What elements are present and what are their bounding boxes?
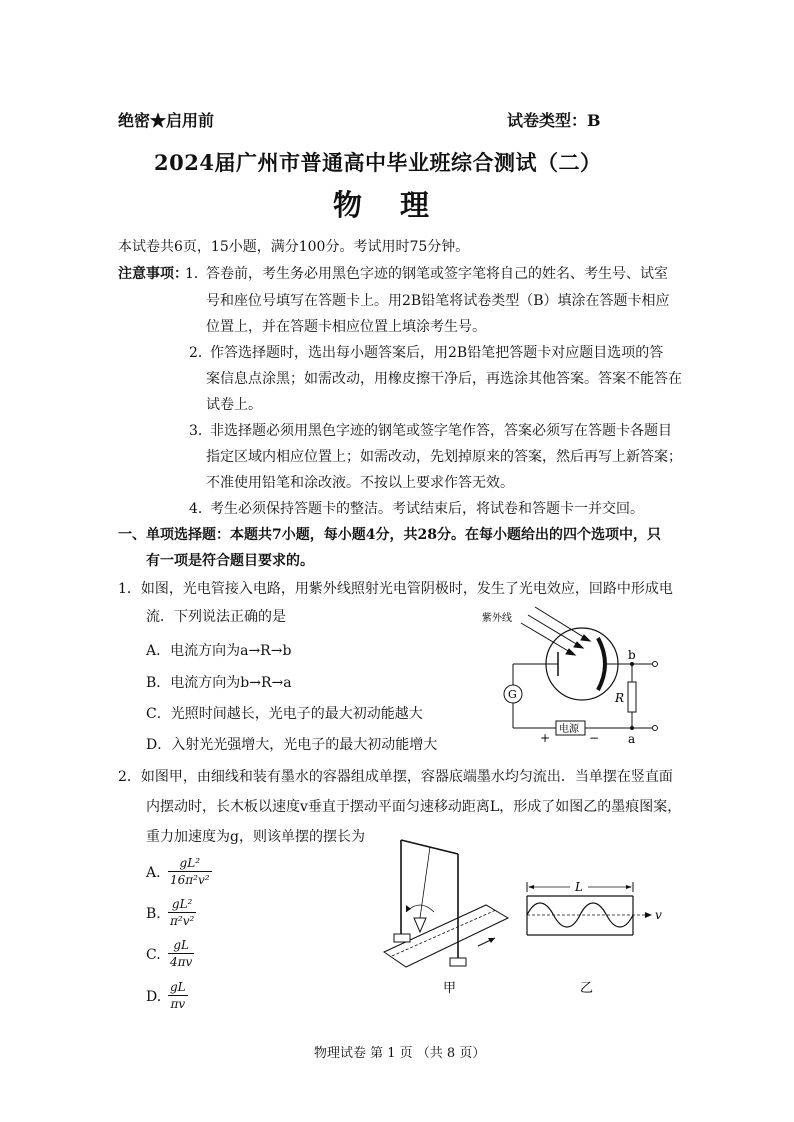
q1-stem: 1．如图，光电管接入电路，用紫外线照射光电管阴极时，发生了光电效应，回路中形成电	[118, 581, 673, 597]
q2-stem: 2．如图甲，由细线和装有墨水的容器组成单摆，容器底端墨水均匀流出．当单摆在竖直面	[118, 769, 673, 785]
swing-arrow-head	[406, 905, 411, 912]
note-line: 答卷前，考生务必用黑色字迹的钢笔或签字笔将自己的姓名、考生号、试室	[206, 266, 668, 282]
resistor	[628, 682, 636, 712]
q1-option-c: C．光照时间越长，光电子的最大初动能越大	[146, 706, 423, 722]
node-b	[630, 662, 634, 666]
section-heading-cont: 有一项是符合题目要求的。	[146, 553, 314, 569]
exam-title: 2024届广州市普通高中毕业班综合测试（二）	[154, 150, 602, 175]
pendulum-figure	[380, 832, 520, 997]
q2-option-d-formula	[168, 981, 188, 1010]
figure-label-jia: 甲	[443, 981, 457, 996]
velocity-label: v	[655, 908, 662, 922]
notes-label: 注意事项：	[118, 266, 188, 282]
galvanometer-label: G	[508, 688, 517, 701]
q1-option-d: D．入射光光强增大，光电子的最大初动能增大	[146, 737, 438, 753]
stand-base-left	[394, 934, 410, 942]
subject-title: 物理	[333, 188, 468, 222]
q2-option-c-label: C.	[146, 947, 161, 963]
fraction-denominator: 4πv	[170, 955, 193, 969]
figure-label-yi: 乙	[580, 981, 594, 996]
q2-stem-cont: 内摆动时，长木板以速度v垂直于摆动平面匀速移动距离L，形成了如图乙的墨痕图案，	[146, 799, 682, 815]
q2-option-a-label: A.	[146, 865, 161, 881]
minus-sign: −	[589, 731, 600, 745]
note-line: 案信息点涂黑；如需改动，用橡皮擦干净后，再选涂其他答案。答案不能答在	[206, 371, 682, 387]
note-line: 指定区域内相应位置上；如需改动，先划掉原来的答案，然后再写上新答案；	[206, 449, 682, 465]
fraction-denominator: πv	[170, 997, 186, 1011]
note-line: 试卷上。	[206, 397, 262, 413]
note-number: 4．	[189, 501, 212, 517]
note-number: 1．	[185, 266, 208, 282]
q2-option-b-formula	[168, 898, 196, 927]
paper-type-label: 试卷类型：B	[507, 111, 601, 130]
q2-option-a-formula	[168, 857, 212, 886]
note-line: 号和座位号填写在答题卡上。用2B铅笔将试卷类型（B）填涂在答题卡相应	[206, 293, 670, 309]
node-a	[630, 726, 634, 730]
dimension-arrow	[528, 885, 534, 889]
secret-label: 绝密★启用前	[118, 111, 215, 130]
note-line: 作答选择题时，选出每小题答案后，用2B铅笔把答题卡对应题目选项的答	[210, 345, 664, 361]
uv-rays	[521, 607, 590, 655]
photoelectric-circuit-figure	[470, 605, 670, 750]
fraction-numerator: gL²	[168, 857, 212, 872]
label-b: b	[628, 648, 636, 662]
note-line: 位置上，并在答题卡相应位置上填涂考生号。	[206, 319, 486, 335]
label-a: a	[628, 732, 636, 746]
stand-base-right	[450, 958, 466, 966]
fraction-numerator: gL	[168, 939, 194, 954]
cathode	[598, 638, 605, 690]
plus-sign: +	[540, 731, 551, 745]
power-source-label: 电源	[559, 724, 579, 735]
fraction-numerator: gL	[170, 980, 186, 994]
q1-stem-cont: 流．下列说法正确的是	[146, 609, 286, 625]
q1-option-b: B．电流方向为b→R→a	[146, 675, 292, 691]
note-line: 不准使用铅笔和涂改液。不按以上要求作答无效。	[206, 475, 514, 491]
fraction-numerator: gL²	[168, 898, 196, 913]
velocity-arrow	[645, 912, 652, 918]
note-line: 非选择题必须用黑色字迹的钢笔或签字笔作答，答案必须写在答题卡各题目	[210, 423, 672, 439]
ink-trace-figure	[520, 872, 670, 997]
q2-stem-cont: 重力加速度为g，则该单摆的摆长为	[146, 829, 365, 845]
note-line: 考生必须保持答题卡的整洁。考试结束后，将试卷和答题卡一并交回。	[210, 501, 644, 517]
q2-option-d-label: D.	[146, 989, 162, 1005]
fraction-denominator: 16π²v²	[170, 873, 210, 887]
fraction-denominator: π²v²	[170, 914, 195, 928]
note-number: 3．	[189, 423, 212, 439]
dimension-arrow	[626, 885, 632, 889]
q2-option-b-label: B.	[146, 906, 161, 922]
terminal-b	[653, 662, 658, 667]
page-footer: 物理试卷 第 1 页 （共 8 页）	[314, 1046, 486, 1061]
section-heading: 一、单项选择题：本题共7小题，每小题4分，共28分。在每小题给出的四个选项中，只	[118, 527, 661, 543]
q2-option-c-formula	[168, 939, 194, 968]
terminal-a	[653, 726, 658, 731]
ink-container	[414, 918, 426, 932]
q1-option-a: A．电流方向为a→R→b	[146, 643, 292, 659]
intro-text: 本试卷共6页，15小题，满分100分。考试用时75分钟。	[118, 239, 470, 255]
note-number: 2．	[189, 345, 212, 361]
uv-label: 紫外线	[482, 613, 512, 624]
length-label: L	[575, 880, 583, 894]
resistor-label: R	[615, 691, 625, 705]
